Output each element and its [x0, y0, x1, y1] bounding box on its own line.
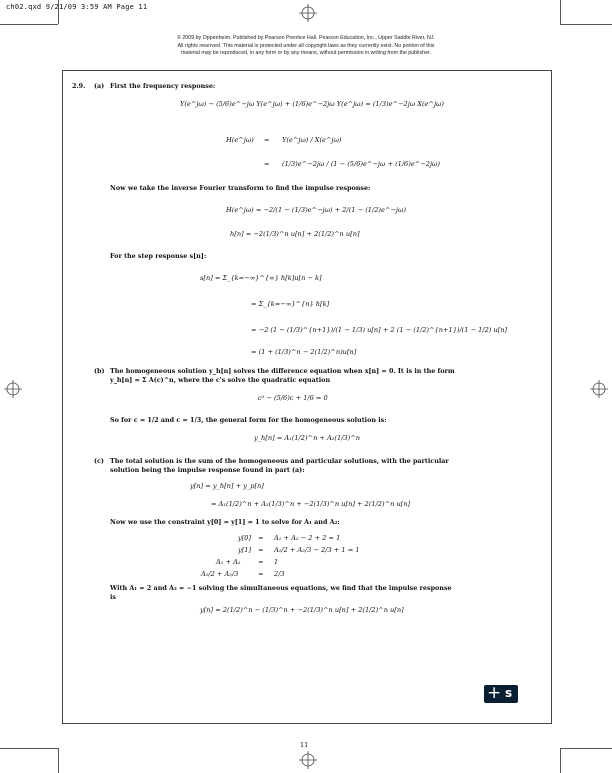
final-solution: y[n] = 2(1/2)^n − (1/3)^n + −2(1/3)^n u[n] + 2(1/2)^n u[n]	[200, 606, 404, 614]
page-number: 11	[300, 741, 309, 749]
part-b-text: The homogeneous solution y_h[n] solves the difference equation when x[n] = 0. It is in the form	[110, 367, 455, 375]
system-lhs: A₁/2 + A₂/3	[201, 570, 239, 578]
crop-mark	[560, 24, 612, 25]
system-lhs: y[0]	[238, 534, 252, 542]
registration-target-icon	[299, 4, 317, 22]
registration-target-icon	[299, 751, 317, 769]
step-text: For the step response s[n]:	[110, 252, 207, 260]
crop-mark	[58, 748, 59, 773]
equals-sign: =	[258, 558, 264, 566]
inverse-text: Now we take the inverse Fourier transform to find the impulse response:	[110, 184, 371, 192]
part-c-text: The total solution is the sum of the homogeneous and particular solutions, with the particular	[110, 457, 449, 465]
system-lhs: y[1]	[238, 546, 252, 554]
copyright-notice	[150, 35, 462, 58]
final-text: With A₁ = 2 and A₂ = −1 solving the simultaneous equations, we find that the impulse response	[110, 584, 452, 592]
step-eq-line: = Σ_{k=−∞}^{n} h[k]	[251, 300, 330, 308]
system-rhs: A₁/2 + A₂/3 − 2/3 + 1 = 1	[274, 546, 360, 554]
copyright-line: material may be reproduced, in any form or by any means, without permission in writing from the publisher.	[181, 50, 431, 57]
part-a-label: (a)	[94, 82, 105, 90]
system-rhs: A₁ + A₂ − 2 + 2 = 1	[274, 534, 341, 542]
final-text: is	[110, 593, 117, 601]
equals-sign: =	[258, 534, 264, 542]
impulse-response: h[n] = −2(1/3)^n u[n] + 2(1/2)^n u[n]	[230, 230, 360, 238]
crop-mark	[560, 748, 561, 773]
badge-letter: s	[505, 686, 513, 700]
problem-number: 2.9.	[72, 82, 86, 90]
step-eq-line: s[n] = Σ_{k=−∞}^{∞} h[k]u[n − k]	[200, 274, 322, 282]
h-rational: (1/3)e^−2jω / (1 − (5/6)e^−jω + (1/6)e^−2jω)	[282, 160, 440, 168]
homogeneous-solution: y_h[n] = A₁(1/2)^n + A₂(1/3)^n	[254, 434, 360, 442]
h-ratio: Y(e^jω) / X(e^jω)	[282, 136, 342, 144]
step-eq-line: = −2 (1 − (1/3)^{n+1})/(1 − 1/3) u[n] + 2 (1 − (1/2)^{n+1})/(1 − 1/2) u[n]	[251, 326, 508, 334]
system-rhs: 1	[274, 558, 279, 566]
registration-target-icon	[4, 380, 22, 398]
plus-icon: +	[487, 683, 502, 703]
general-form-text: So for c = 1/2 and c = 1/3, the general form for the homogeneous solution is:	[110, 416, 387, 424]
frequency-equation: Y(e^jω) − (5/6)e^−jω Y(e^jω) + (1/6)e^−2jω Y(e^jω) = (1/3)e^−2jω X(e^jω)	[180, 100, 444, 108]
constraint-text: Now we use the constraint y[0] = y[1] = 1 to solve for A₁ and A₂:	[110, 518, 340, 526]
part-b-label: (b)	[94, 367, 105, 375]
part-a-intro: First the frequency response:	[110, 82, 216, 90]
add-button[interactable]	[484, 685, 518, 703]
slug-line: ch02.qxd 9/21/09 3:59 AM Page 11	[6, 3, 148, 11]
total-solution-line: y[n] = y_h[n] + y_p[n]	[190, 482, 264, 490]
part-b-text: y_h[n] = Σ A(c)^n, where the c's solve the quadratic equation	[110, 376, 331, 384]
crop-mark	[58, 0, 59, 24]
copyright-line: All rights reserved. This material is protected under all copyright laws as they currently exist. No portion of this	[177, 42, 435, 49]
total-solution-line: = A₁(1/2)^n + A₂(1/3)^n + −2(1/3)^n u[n] + 2(1/2)^n u[n]	[211, 500, 411, 508]
h-lhs: H(e^jω)	[226, 136, 254, 144]
h-partial-fractions: H(e^jω) = −2/(1 − (1/3)e^−jω) + 2/(1 − (1/2)e^−jω)	[226, 206, 406, 214]
equals-sign: =	[258, 570, 264, 578]
crop-mark	[0, 748, 58, 749]
system-rhs: 2/3	[274, 570, 285, 578]
quadratic-equation: c² − (5/6)c + 1/6 = 0	[258, 394, 328, 402]
part-c-text: solution being the impulse response found in part (a):	[110, 466, 305, 474]
registration-target-icon	[590, 380, 608, 398]
equals-sign: =	[258, 546, 264, 554]
system-lhs: A₁ + A₂	[216, 558, 241, 566]
crop-mark	[0, 24, 58, 25]
step-eq-line: = (1 + (1/3)^n − 2(1/2)^n)u[n]	[251, 348, 357, 356]
equals-sign: =	[264, 160, 270, 168]
crop-mark	[560, 0, 561, 24]
equals-sign: =	[264, 136, 270, 144]
part-c-label: (c)	[94, 457, 104, 465]
crop-mark	[560, 748, 612, 749]
copyright-line: © 2009 by Oppenheim. Published by Pearson Prentice Hall. Pearson Education, Inc., Upper Saddle River, NJ.	[176, 35, 435, 41]
